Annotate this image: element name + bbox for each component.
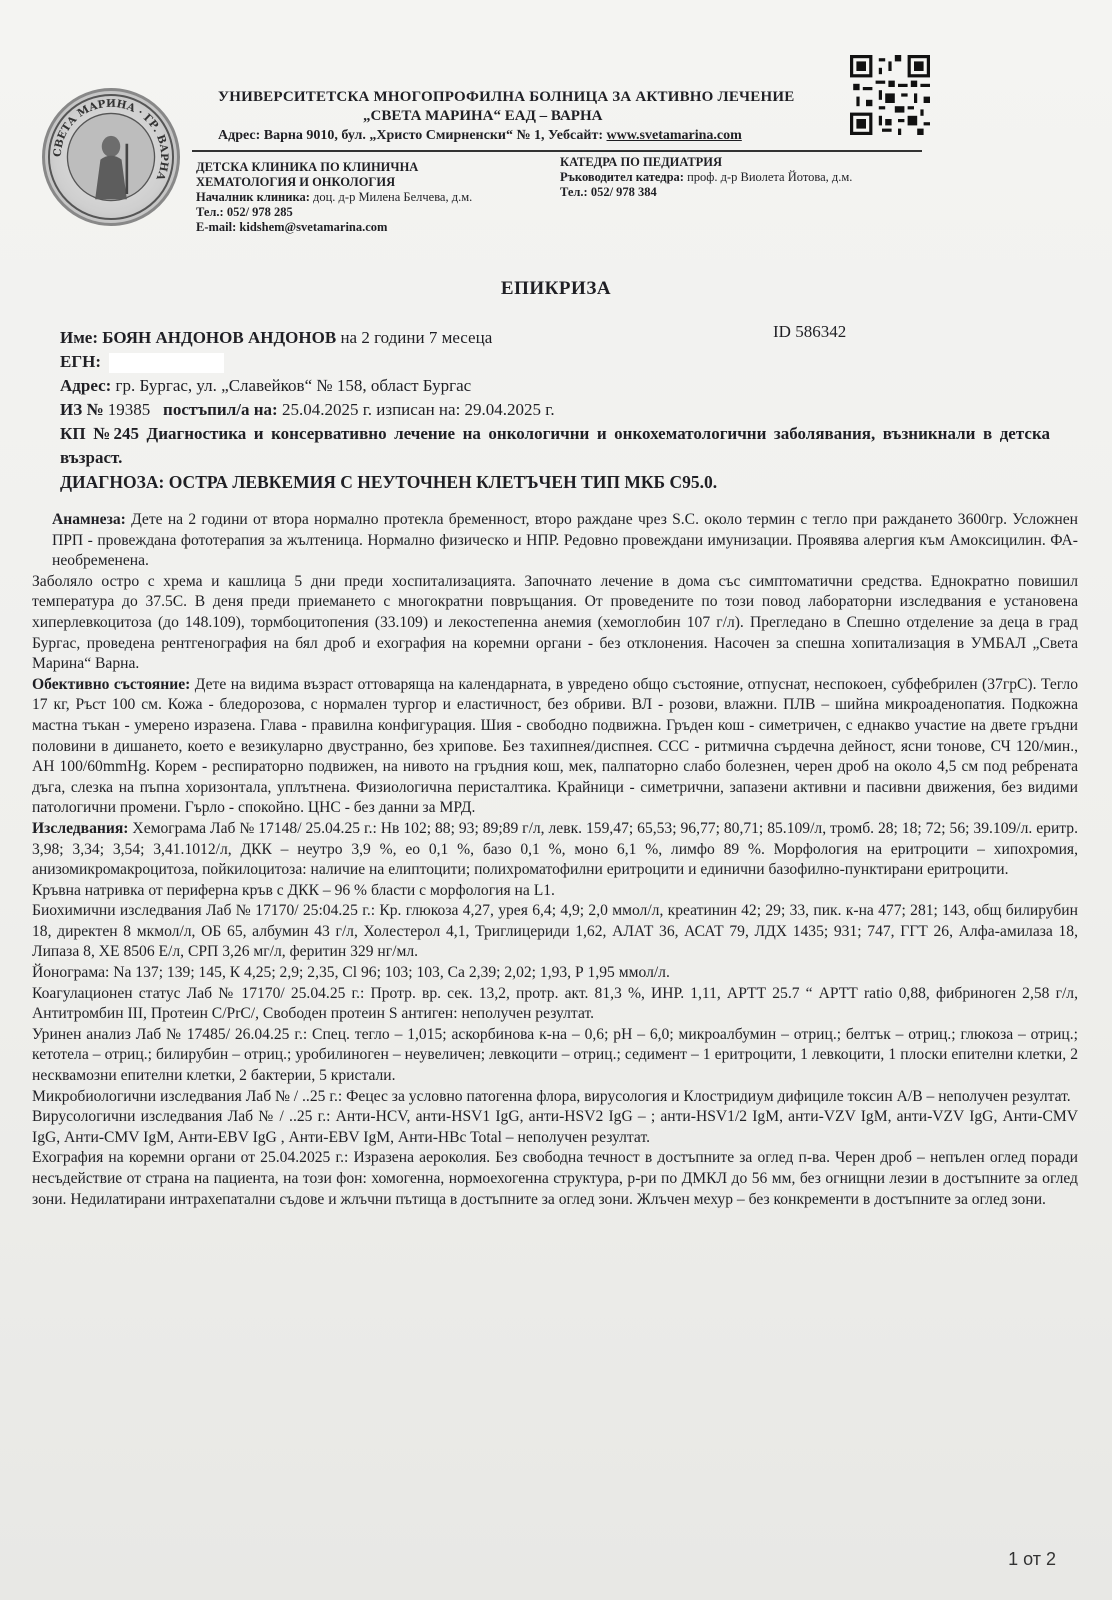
hospital-name-line1: УНИВЕРСИТЕТСКА МНОГОПРОФИЛНА БОЛНИЦА ЗА АКТИВНО ЛЕЧЕНИЕ (218, 89, 795, 105)
department-info: КАТЕДРА ПО ПЕДИАТРИЯ Ръководител катедра: проф. д-р Виолета Йотова, д.м. Тел.: 052/ 978 384 (560, 155, 853, 199)
echography-paragraph: Ехография на коремни органи от 25.04.2025 г.: Изразена аероколия. Без свободна течност в достъпните за оглед п-ва. Черен дроб – непълен оглед поради несъдействие от страна на пациента, на този фон: хомогенна, нормоехогенна структура, р-ри по ДМКЛ до 56 мм, без огнищни лезии в достъпните за оглед зони. Недилатирани интрахепатални съдове и жлъчни пътища в достъпните за оглед зони. Жлъчен мехур – без конкременти в достъпните за оглед зони. (32, 1149, 1078, 1208)
document-title: ЕПИКРИЗА (500, 278, 612, 299)
clinical-pathway: КП №245 Диагностика и консервативно лечение на онкологични и онкохематологични заболявания, възникнали в детска възраст. (60, 424, 1050, 467)
hospital-seal-logo (42, 88, 180, 226)
header-divider (192, 150, 922, 152)
illness-paragraph: Заболяло остро с хрема и кашлица 5 дни преди хоспитализацията. Започнато лечение в дома със симптоматични средства. Еднократно повишил температура до 37.5С. В деня преди приемането с многократни повръщания. От проведените по този повод лабораторни изследвания е установена хиперлевкоцитоза (до 148.109), тормбоцитопения (33.109) и лекостепенна анемия (хемоглобин 107 г/л). Прегледано в Спешно отделение за деца в град Бургас, проведена рентгенография на бял дроб и ехография на коремни органи - без отклонения. Насочен за спешна хопитализация в УМБАЛ „Света Марина“ Варна. (32, 572, 1078, 673)
ionogram-paragraph: Йонограма: Na 137; 139; 145, К 4,25; 2,9; 2,35, Cl 96; 103; 103, Са 2,39; 2,02; 1,93, Р 1,95 ммол/л. (32, 964, 670, 982)
virology-paragraph: Вирусологични изследвания Лаб № / ..25 г.: Анти-HCV, анти-HSV1 IgG, анти-HSV2 IgG – ; анти-HSV1/2 IgM, анти-VZV IgM, анти-VZV IgG, Анти-CMV IgG, Анти-CMV IgM, Анти-EBV IgG , Анти-EBV IgM, Анти-HBc Total – неполучен резултат. (32, 1108, 1078, 1146)
investigations-paragraph: Изследвания: Хемограма Лаб № 17148/ 25.04.25 г.: Нв 102; 88; 93; 89;89 г/л, левк. 159,47; 65,53; 96,77; 80,71; 85.109/л, тромб. 28; 18; 72; 56; 39.109/л. еритр. 3,98; 3,34; 3,54; 3,41.1012/л, ДКК – неутро 3,9 %, ео 0,1 %, базо 0,1 %, моно 6,1 %, лимфо 89 %. Морфология на еритроцити – хипохромия, анизомикромакроцитоза, пойкилоцитоза: наличие на елиптоцити; полихроматофилни еритроцити и единични базофилно-пунктирани еритроцити. (32, 819, 1078, 879)
patient-id: ID 586342 (773, 322, 847, 341)
hospital-name-line2: „СВЕТА МАРИНА“ ЕАД – ВАРНА (363, 108, 603, 124)
coagulation-paragraph: Коагулационен статус Лаб № 17170/ 25.04.25 г.: Протр. вр. сек. 13,2, протр. акт. 81,3 %, ИНР. 1,11, АРТТ 25.7 “ АРТТ ratio 0,88, фибриноген 2,58 г/л, Антитромбин III, Протеин С/PrC/, Свободен протеин S антиген: неполучен резултат. (32, 984, 1078, 1023)
patient-name: БОЯН АНДОНОВ АНДОНОВ (102, 328, 337, 347)
smear-paragraph: Кръвна натривка от периферна кръв с ДКК – 96 % бласти с морфология на L1. (32, 881, 555, 899)
biochem-paragraph: Биохимични изследвания Лаб № 17170/ 25:04.25 г.: Кр. глюкоза 4,27, урея 6,4; 4,9; 2,0 ммол/л, креатинин 42; 29; 33, пик. к-на 477; 281; 143, общ билирубин 18, директен 8 мкмол/л, ОБ 65, албумин 43 г/л, Холестерол 4,1, Триглицериди 1,62, АЛАТ 36, АСАТ 79, ЛДХ 1435; 931; 747, ГГТ 26, Алфа-амилаза 18, Липаза 8, ХЕ 8506 Е/л, СРП 3,26 мг/л, феритин 329 нг/мл. (32, 902, 1078, 961)
urine-paragraph: Уринен анализ Лаб № 17485/ 26.04.25 г.: Спец. тегло – 1,015; аскорбинова к-на – 0,6; рН – 6,0; микроалбумин – отриц.; белтък – отриц.; глюкоза – отриц.; кетотела – отриц.; билирубин – отриц.; уробилиноген – неувеличен; левкоцити – отриц.; седимент – 1 еритроцити, 1 левкоцити, 1 плоски епителни клетки, 2 несквамозни епителни клетки, 2 бактерии, 5 кристали. (32, 1025, 1078, 1085)
clinic-info: ДЕТСКА КЛИНИКА ПО КЛИНИЧНА ХЕМАТОЛОГИЯ И ОНКОЛОГИЯ Началник клиника: доц. д-р Милена Белчева, д.м. Тел.: 052/ 978 285 E-mail: kidshem@svetamarina.com (196, 160, 546, 235)
patient-info: Име: БОЯН АНДОНОВ АНДОНОВ на 2 години 7 месеца ЕГН: Адрес: гр. Бургас, ул. „Славейков“ № 158, област Бургас ИЗ № 19385 постъпил/а на: 25.04.2025 г. изписан на: 29.04.2025 г. КП №245 Диагностика и консервативно лечение на онкологични и онкохематологични заболявания, възникнали в детска възраст. ДИАГНОЗА: ОСТРА ЛЕВКЕМИЯ С НЕУТОЧНЕН КЛЕТЪЧЕН ТИП МКБ С95.0. (60, 328, 1050, 492)
qr-code-icon (850, 55, 930, 135)
hospital-header (218, 88, 848, 145)
anamnesis-paragraph: Анамнеза: Дете на 2 години от втора нормално протекла бременност, второ раждане чрез S.C. около термин с тегло при раждането 3600гр. Усложнен ПРП - провеждана фототерапия за жълтеница. Нормално физическо и НПР. Редовно провеждани имунизации. Проявява алергия към Амоксицилин. ФА- необременена. (52, 511, 1078, 570)
diagnosis: ДИАГНОЗА: ОСТРА ЛЕВКЕМИЯ С НЕУТОЧНЕН КЛЕТЪЧЕН ТИП МКБ С95.0. (60, 472, 718, 492)
redacted-egn (109, 353, 224, 373)
website-link[interactable]: www.svetamarina.com (606, 128, 742, 143)
hospital-address: Адрес: Варна 9010, бул. „Христо Смирненски“ № 1, Уебсайт: www.svetamarina.com (218, 128, 742, 143)
clinic-email: E-mail: kidshem@svetamarina.com (196, 220, 388, 234)
status-paragraph: Обективно състояние: Дете на видима възраст оттоваряща на календарната, в увредено общо състояние, отпуснат, неспокоен, субфебрилен (37грС). Тегло 17 кг, Ръст 100 см. Кожа - бледорозова, с нормален тургор и еластичност, без обриви. ВЛ - розови, влажни. ПЛВ – шийна микроаденопатия. Подкожна мастна тъкан - умерено изразена. Глава - правилна конфигурация. Шия - свободно подвижна. Гръден кош - симетричен, с еднакво участие на двете гръдни половини в дишането, което е везикуларно двустранно, без хрипове. Без тахипнея/диспнея. ССС - ритмична сърдечна дейност, ясни тонове, СЧ 120/мин., АН 100/60mmHg. Корем - респираторно подвижен, на нивото на гръдния кош, мек, палпаторно слабо болезнен, черен дроб на около 4,5 см под ребрената дъга, слезка на пъпна хоризонтала, уплътнена. Физиологична перисталтика. Крайници - симетрични, запазени активни и пасивни движения, без видими патологични промени. Гърло - спокойно. ЦНС - без данни за МРД. (32, 675, 1078, 817)
microbiology-paragraph: Микробиологични изследвания Лаб № / ..25 г.: Фецес за условно патогенна флора, вирусология и Клостридиум дифициле токсин А/В – неполучен резултат. (32, 1087, 1071, 1105)
document-body (32, 510, 1078, 1210)
svg-text:СВЕТА МАРИНА · ГР. ВАРНА: СВЕТА МАРИНА · ГР. ВАРНА (51, 97, 171, 183)
page-number: 1 от 2 (1008, 1549, 1056, 1569)
